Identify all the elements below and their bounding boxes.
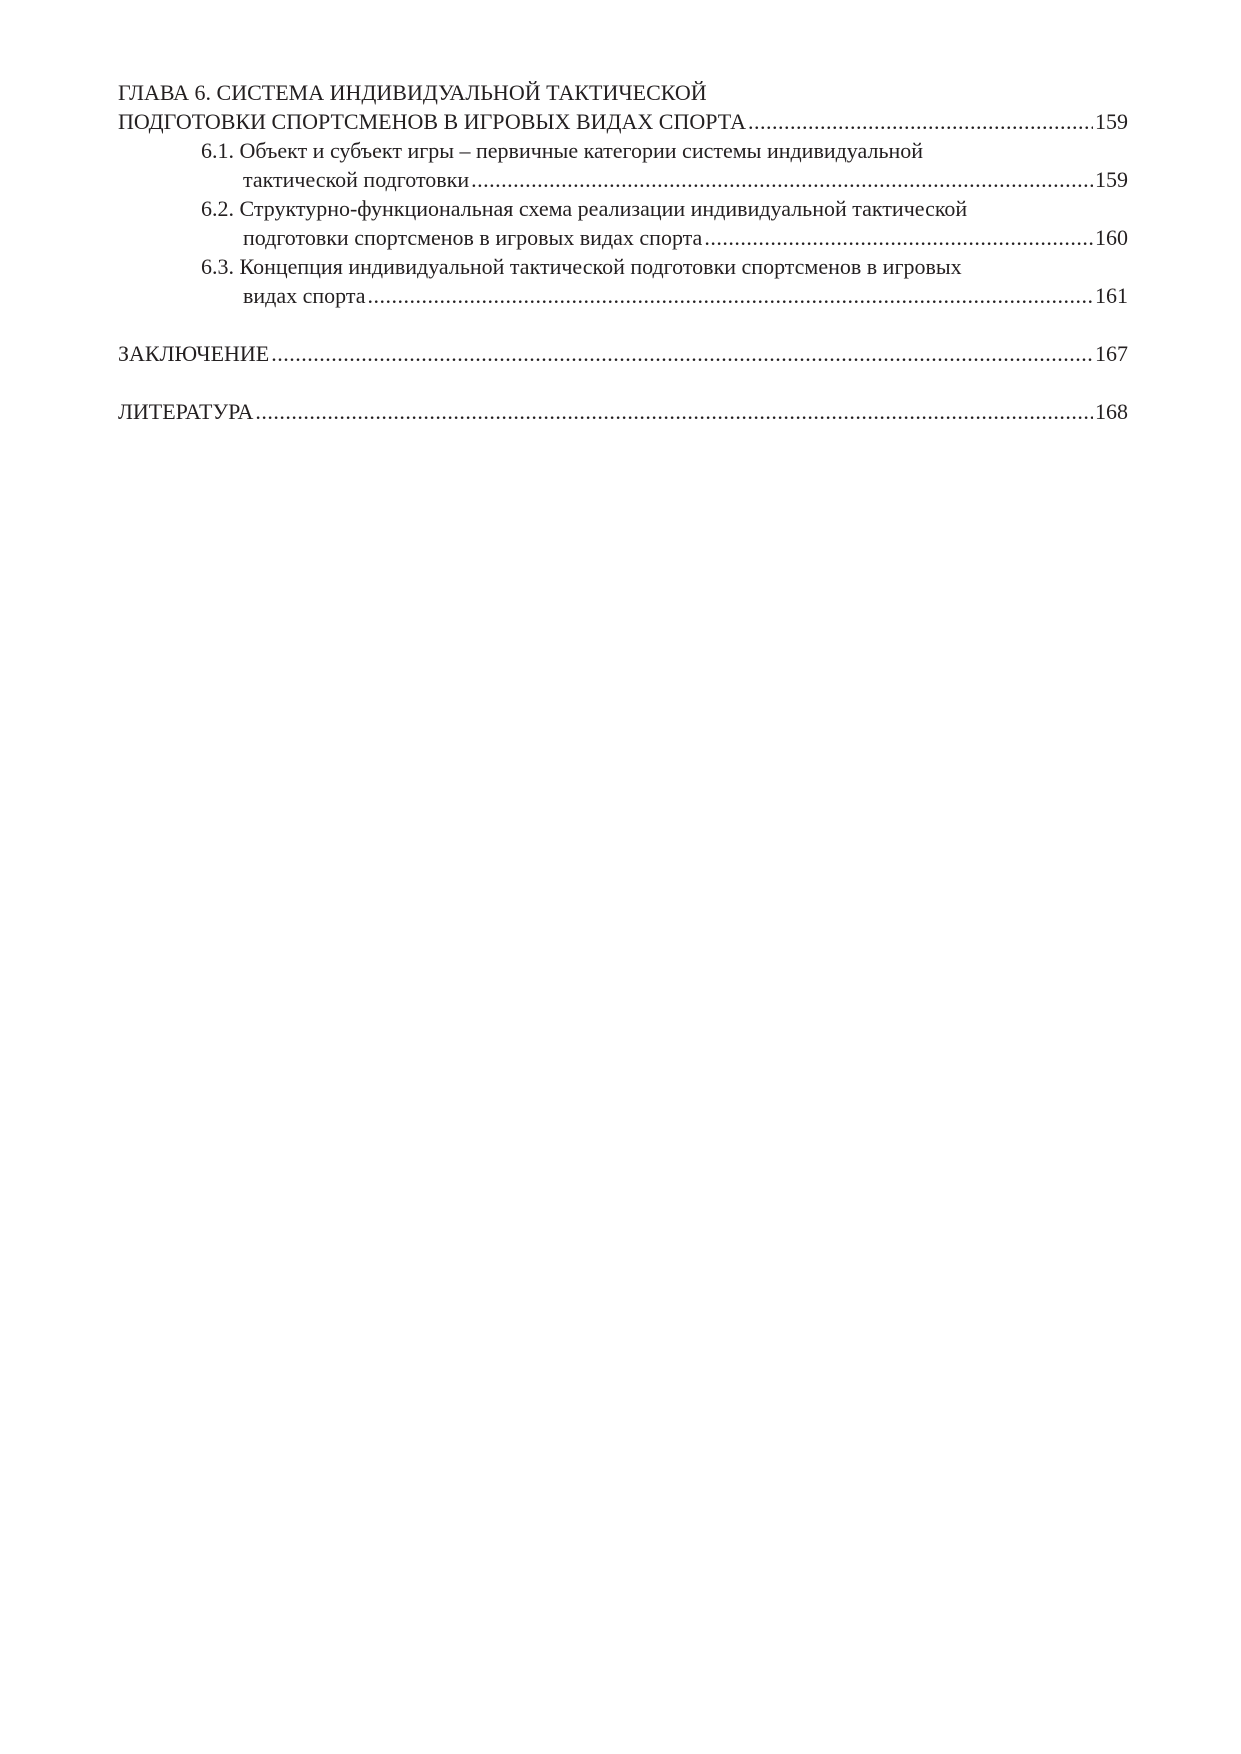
toc-section-line-1 (118, 252, 1128, 281)
toc-section-title-2: подготовки спортсменов в игровых видах спорта (243, 225, 703, 250)
toc-section-6-2[interactable] (118, 194, 1128, 252)
toc-page-number: 168 (1095, 399, 1128, 424)
dot-leader (255, 397, 1093, 426)
toc-section-title-2: тактической подготовки (243, 167, 470, 192)
toc-literature-line (118, 397, 1128, 426)
toc-page-number: 167 (1095, 341, 1128, 366)
spacer (118, 368, 1128, 397)
spacer (118, 310, 1128, 339)
toc-section-line-1 (118, 194, 1128, 223)
toc-section-title-1: 6.2. Структурно-функциональная схема реализации индивидуальной тактической (201, 196, 968, 221)
toc-chapter-6[interactable] (118, 78, 1128, 136)
toc-page-number: 160 (1095, 225, 1128, 250)
toc-section-title-1: 6.1. Объект и субъект игры – первичные категории системы индивидуальной (201, 138, 924, 163)
table-of-contents (118, 78, 1128, 426)
dot-leader (748, 107, 1093, 136)
toc-section-title-1: 6.3. Концепция индивидуальной тактической подготовки спортсменов в игровых (201, 254, 962, 279)
toc-chapter-title-line-2 (118, 107, 1128, 136)
toc-page-number: 159 (1095, 109, 1128, 134)
toc-chapter-title-line-1 (118, 78, 1128, 107)
dot-leader (471, 165, 1093, 194)
toc-conclusion-line (118, 339, 1128, 368)
toc-section-title-2: видах спорта (243, 283, 366, 308)
toc-conclusion[interactable] (118, 339, 1128, 368)
toc-literature[interactable] (118, 397, 1128, 426)
toc-page-number: 159 (1095, 167, 1128, 192)
toc-section-line-2 (118, 223, 1128, 252)
dot-leader (704, 223, 1093, 252)
dot-leader (271, 339, 1093, 368)
toc-literature-title: ЛИТЕРАТУРА (118, 399, 254, 424)
toc-conclusion-title: ЗАКЛЮЧЕНИЕ (118, 341, 270, 366)
toc-section-line-2 (118, 281, 1128, 310)
dot-leader (368, 281, 1093, 310)
toc-section-6-3[interactable] (118, 252, 1128, 310)
toc-section-line-2 (118, 165, 1128, 194)
toc-section-line-1 (118, 136, 1128, 165)
toc-chapter-title-1: ГЛАВА 6. СИСТЕМА ИНДИВИДУАЛЬНОЙ ТАКТИЧЕСКОЙ (118, 80, 707, 105)
toc-chapter-title-2: ПОДГОТОВКИ СПОРТСМЕНОВ В ИГРОВЫХ ВИДАХ СПОРТА (118, 109, 746, 134)
toc-page-number: 161 (1095, 283, 1128, 308)
toc-section-6-1[interactable] (118, 136, 1128, 194)
